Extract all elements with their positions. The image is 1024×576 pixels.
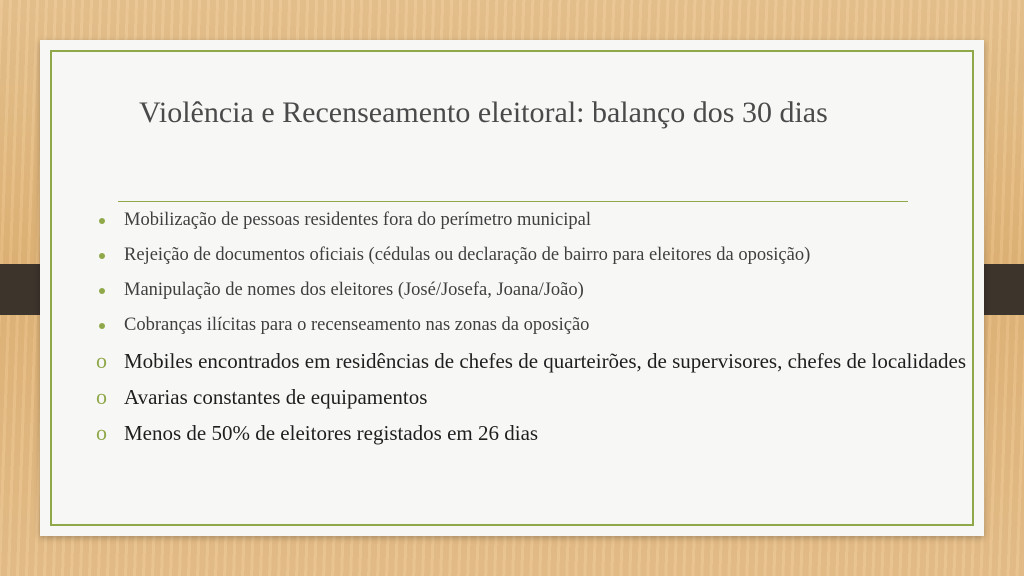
bullet-dot-icon	[99, 218, 105, 224]
bullet-ring-icon: o	[96, 420, 107, 445]
bullet-item	[96, 420, 966, 446]
bullet-dot-icon	[99, 253, 105, 259]
bullet-text: Mobilização de pessoas residentes fora do perímetro municipal	[124, 210, 591, 230]
bullet-dot-icon	[99, 288, 105, 294]
bullet-text: Rejeição de documentos oficiais (cédulas ou declaração de bairro para eleitores da oposição)	[124, 245, 811, 265]
slide-card	[40, 40, 984, 536]
bullet-text: Cobranças ilícitas para o recenseamento nas zonas da oposição	[124, 315, 590, 335]
bullet-ring-icon: o	[96, 384, 107, 409]
bullet-ring-icon: o	[96, 348, 107, 373]
bullet-item	[96, 384, 966, 410]
bullet-item	[96, 278, 966, 303]
bullet-item	[96, 243, 966, 268]
bullet-text: Manipulação de nomes dos eleitores (José/Josefa, Joana/João)	[124, 280, 584, 300]
bullet-item	[96, 208, 966, 233]
bullet-list	[96, 208, 966, 456]
bullet-item	[96, 348, 966, 374]
bullet-text: Menos de 50% de eleitores registados em 26 dias	[124, 421, 539, 445]
bullet-item	[96, 313, 966, 338]
bullet-dot-icon	[99, 323, 105, 329]
slide-title: Violência e Recenseamento eleitoral: balanço dos 30 dias	[139, 96, 828, 129]
bullet-text: Mobiles encontrados em residências de chefes de quarteirões, de supervisores, chefes de localidades	[124, 349, 967, 373]
bullet-text: Avarias constantes de equipamentos	[124, 385, 428, 409]
title-divider	[118, 201, 908, 202]
